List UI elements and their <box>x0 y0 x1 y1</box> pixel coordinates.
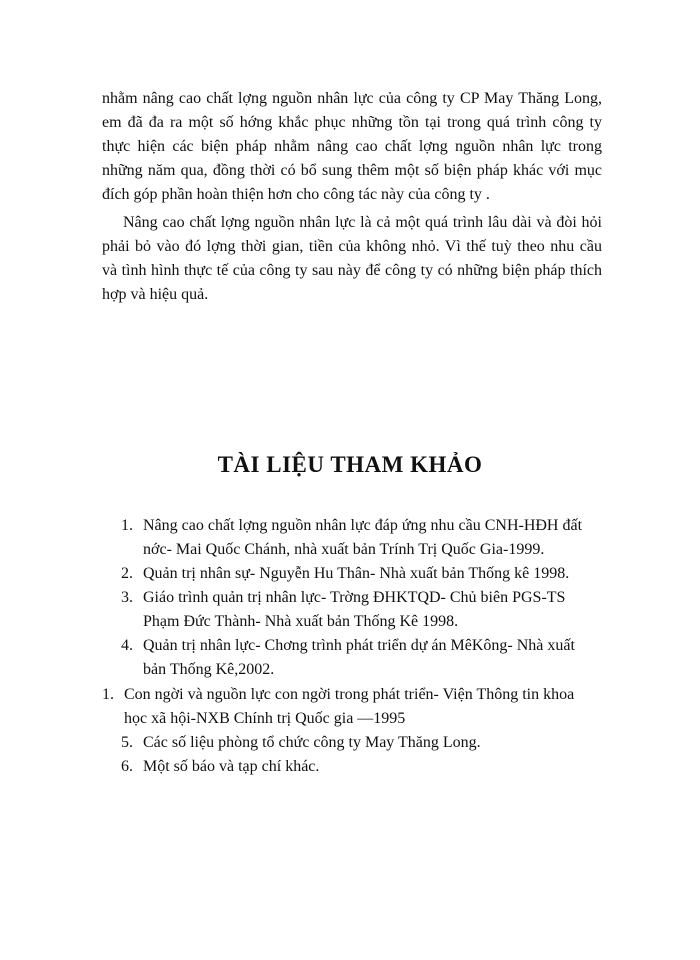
reference-continuation: nớc- Mai Quốc Chánh, nhà xuất bản Trính Trị Quốc Gia-1999. <box>143 541 545 558</box>
reference-text: Quản trị nhân lực- Chơng trình phát triển dự án MêKông- Nhà xuất <box>143 637 575 654</box>
reference-number: 1. <box>102 686 114 703</box>
paragraph-1-line-3: thực hiện các biện pháp nhằm nâng cao chất lợng nguồn nhân lực trong <box>102 138 602 155</box>
reference-number: 3. <box>121 589 133 606</box>
reference-item <box>121 755 319 779</box>
reference-text: Con ngời và nguồn lực con ngời trong phát triển- Viện Thông tin khoa <box>124 686 575 703</box>
reference-number: 1. <box>121 517 133 534</box>
paragraph-2-line-2: phải bỏ vào đó lợng thời gian, tiền của không nhỏ. Vì thế tuỳ theo nhu cầu <box>102 238 602 255</box>
reference-number: 4. <box>121 637 133 654</box>
reference-item <box>121 514 582 538</box>
reference-text: Một số báo và tạp chí khác. <box>143 758 320 775</box>
paragraph-1-line-2: em đã đa ra một số hớng khắc phục những tồn tại trong quá trình công ty <box>102 114 602 131</box>
reference-number: 6. <box>121 758 133 775</box>
paragraph-2-line-3: và tình hình thực tế của công ty sau này để công ty có những biện pháp thích <box>102 262 602 279</box>
reference-continuation: bản Thống Kê,2002. <box>143 661 275 678</box>
reference-item <box>121 562 569 586</box>
paragraph-2-line-1: Nâng cao chất lợng nguồn nhân lực là cả một quá trình lâu dài và đòi hỏi <box>123 214 602 231</box>
reference-item <box>121 634 575 658</box>
reference-continuation: Phạm Đức Thành- Nhà xuất bản Thống Kê 1998. <box>143 613 459 630</box>
reference-text: Quản trị nhân sự- Nguyễn Hu Thân- Nhà xuất bản Thống kê 1998. <box>143 565 570 582</box>
reference-text: Nâng cao chất lợng nguồn nhân lực đáp ứng nhu cầu CNH-HĐH đất <box>143 517 583 534</box>
reference-item <box>121 586 565 610</box>
paragraph-1-line-1: nhằm nâng cao chất lợng nguồn nhân lực của công ty CP May Thăng Long, <box>102 90 602 107</box>
paragraph-1-line-4: những năm qua, đồng thời có bổ sung thêm một số biện pháp khác với mục <box>102 162 602 179</box>
reference-continuation: học xã hội-NXB Chính trị Quốc gia —1995 <box>124 710 406 727</box>
paragraph-2-line-4: hợp và hiệu quả. <box>102 286 209 303</box>
reference-number: 2. <box>121 565 133 582</box>
paragraph-1-line-5: đích góp phần hoàn thiện hơn cho công tác này của công ty . <box>102 186 490 203</box>
reference-text: Các số liệu phòng tổ chức công ty May Thăng Long. <box>143 734 481 751</box>
references-heading: TÀI LIỆU THAM KHẢO <box>217 452 483 477</box>
reference-number: 5. <box>121 734 133 751</box>
reference-item <box>121 731 481 755</box>
reference-text: Giáo trình quản trị nhân lực- Trờng ĐHKTQD- Chủ biên PGS-TS <box>143 589 566 606</box>
reference-item <box>102 683 574 707</box>
